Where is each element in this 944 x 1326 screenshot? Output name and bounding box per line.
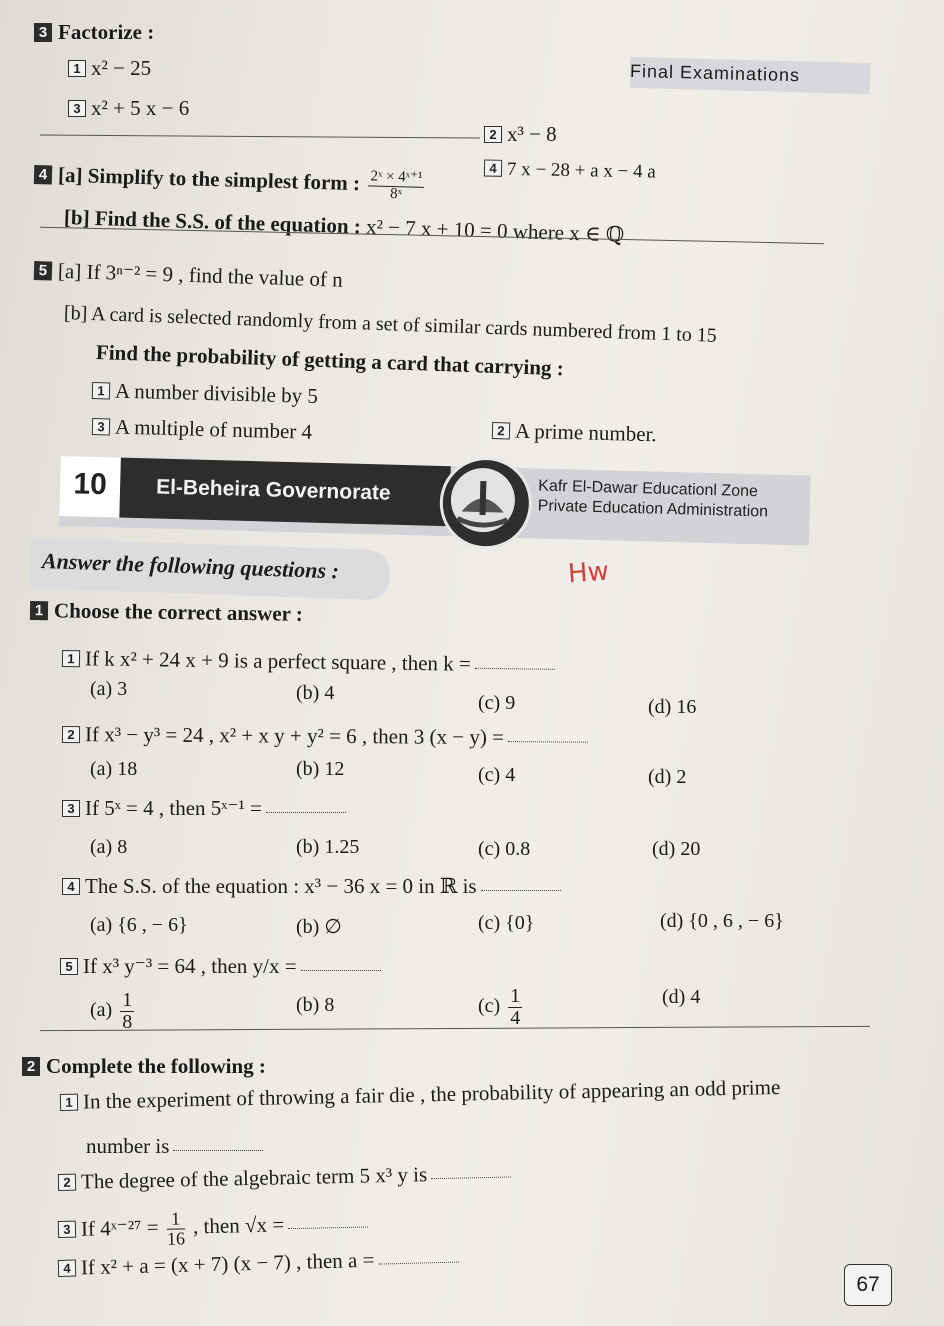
- mcq-5-option-a[interactable]: [90, 990, 137, 1033]
- section1-heading: [30, 598, 303, 627]
- answer-blank[interactable]: [173, 1150, 263, 1151]
- item-number: 4: [58, 1260, 76, 1277]
- answer-blank[interactable]: [431, 1177, 511, 1180]
- mcq-3-option-c[interactable]: (c) 0.8: [478, 838, 531, 860]
- factor-expr-4: 7 x − 28 + a x − 4 a: [506, 158, 656, 183]
- governorate-title: El-Beheira Governorate: [119, 458, 450, 527]
- q5-item-1: [92, 378, 319, 409]
- mcq-3-option-d[interactable]: (d) 20: [652, 838, 701, 860]
- exam-banner: [59, 456, 811, 546]
- mcq-5: [60, 954, 381, 979]
- fraction-denominator: 4: [510, 1007, 521, 1029]
- factor-expr-2: x³ − 8: [507, 122, 557, 146]
- zone-block: [537, 477, 768, 523]
- complete-1-line1: In the experiment of throwing a fair die , the probability of appearing an odd prime: [82, 1074, 781, 1114]
- section2-title: Complete the following :: [46, 1054, 266, 1078]
- factor-expr-1: x² − 25: [91, 56, 152, 80]
- complete-1: [60, 1075, 781, 1115]
- complete-4: [58, 1246, 459, 1281]
- complete-4-text: If x² + a = (x + 7) (x − 7) , then a =: [80, 1247, 375, 1280]
- factor-item-2: [484, 122, 557, 147]
- mcq-3-text: If 5ˣ = 4 , then 5ˣ⁻¹ =: [85, 796, 262, 820]
- item-number: 1: [68, 60, 86, 77]
- complete-2-text: The degree of the algebraic term 5 x³ y is: [80, 1162, 428, 1194]
- mcq-3-option-a[interactable]: (a) 8: [90, 836, 128, 858]
- mcq-1-option-b[interactable]: (b) 4: [296, 682, 335, 704]
- q5-part-a: [34, 258, 343, 293]
- handwritten-note: Hw: [567, 556, 610, 590]
- item-number: 2: [58, 1174, 76, 1191]
- mcq-3: [62, 796, 346, 821]
- section1-title: Choose the correct answer :: [53, 598, 303, 626]
- factor-item-3: [68, 96, 189, 121]
- instructions: Answer the following questions :: [41, 548, 340, 584]
- mcq-5-option-d[interactable]: (d) 4: [662, 986, 701, 1008]
- complete-3-fraction: [166, 1209, 185, 1248]
- fraction-numerator: 2ˣ × 4ˣ⁺¹: [368, 169, 424, 187]
- mcq-2-option-d[interactable]: (d) 2: [648, 766, 687, 788]
- answer-blank[interactable]: [481, 890, 561, 891]
- q5-item-3-text: A multiple of number 4: [114, 414, 313, 444]
- q4-fraction: [368, 169, 425, 203]
- fraction-denominator: 8: [122, 1011, 133, 1033]
- answer-blank[interactable]: [379, 1262, 459, 1265]
- fraction-numerator: 1: [166, 1209, 184, 1229]
- answer-blank[interactable]: [301, 970, 381, 971]
- divider: [40, 134, 480, 138]
- mcq-3-option-b[interactable]: (b) 1.25: [296, 836, 360, 858]
- fraction-denominator: 16: [166, 1228, 186, 1249]
- item-number: 3: [68, 100, 86, 117]
- fraction-numerator: 1: [510, 985, 521, 1007]
- item-number: 1: [60, 1094, 78, 1111]
- mcq-4-option-d[interactable]: (d) {0 , 6 , − 6}: [660, 910, 784, 932]
- item-number: 1: [92, 382, 110, 399]
- item-number: 2: [484, 126, 502, 143]
- mcq-5-option-b[interactable]: (b) 8: [296, 994, 335, 1016]
- option-label: (c): [478, 995, 501, 1018]
- item-number: 2: [492, 422, 510, 439]
- q5-item-2: [492, 418, 657, 447]
- item-number: 1: [62, 650, 80, 667]
- mcq-5-text: If x³ y⁻³ = 64 , then y/x =: [83, 954, 297, 978]
- q5-item-1-text: A number divisible by 5: [114, 378, 319, 408]
- divider: [40, 1026, 870, 1031]
- section2-heading: [22, 1054, 266, 1079]
- answer-blank[interactable]: [475, 668, 555, 670]
- item-number: 2: [62, 726, 80, 743]
- q4-part-a: [34, 160, 428, 203]
- mcq-2-option-b[interactable]: (b) 12: [296, 758, 345, 780]
- complete-3-post: , then √x =: [192, 1212, 285, 1239]
- factor-expr-3: x² + 5 x − 6: [91, 96, 190, 120]
- factor-item-4: [484, 159, 656, 184]
- option-fraction: [508, 986, 522, 1029]
- answer-blank[interactable]: [288, 1227, 368, 1230]
- complete-1-line2: number is: [86, 1134, 170, 1158]
- item-number: 4: [484, 160, 502, 177]
- item-number: 4: [62, 878, 80, 895]
- q3-heading: [34, 20, 154, 45]
- q4-a-text: [a] Simplify to the simplest form :: [57, 162, 361, 196]
- answer-blank[interactable]: [266, 812, 346, 813]
- mcq-2-text: If x³ − y³ = 24 , x² + x y + y² = 6 , then 3 (x − y) =: [84, 722, 505, 750]
- mcq-2-option-a[interactable]: (a) 18: [90, 758, 138, 780]
- q5-item-3: [92, 414, 313, 445]
- answer-blank[interactable]: [508, 741, 588, 743]
- final-examinations-label: Final Examinations: [630, 57, 871, 94]
- q3-title: Factorize :: [58, 20, 155, 44]
- section2-number: 2: [22, 1057, 40, 1076]
- mcq-1-option-d[interactable]: (d) 16: [648, 696, 697, 718]
- q4-number: 4: [34, 165, 53, 184]
- factor-item-1: [68, 56, 151, 81]
- q4-b-expr: x² − 7 x + 10 = 0 where x ∈ ℚ: [365, 214, 625, 247]
- complete-3-pre: If 4ˣ⁻²⁷ =: [80, 1215, 159, 1241]
- mcq-4-option-c[interactable]: (c) {0}: [478, 912, 535, 934]
- mcq-1-option-c[interactable]: (c) 9: [478, 692, 516, 714]
- q5-b-line1: [b] A card is selected randomly from a set of similar cards numbered from 1 to 15: [63, 302, 718, 347]
- mcq-1: [62, 646, 555, 678]
- mcq-4: [62, 874, 561, 899]
- item-number: 3: [58, 1221, 76, 1238]
- complete-2: [58, 1161, 512, 1195]
- q4-part-b: [64, 205, 625, 248]
- q4-b-text: [b] Find the S.S. of the equation :: [63, 205, 362, 239]
- item-number: 3: [62, 800, 80, 817]
- administration-name: Private Education Administration: [537, 497, 769, 521]
- zone-name: Kafr El-Dawar Educationl Zone: [538, 477, 759, 501]
- q3-number: 3: [34, 23, 52, 42]
- item-number: 3: [92, 418, 110, 435]
- q5-item-2-text: A prime number.: [514, 418, 658, 447]
- mcq-4-option-a[interactable]: (a) {6 , − 6}: [90, 914, 188, 936]
- mcq-4-text: The S.S. of the equation : x³ − 36 x = 0 in ℝ is: [85, 874, 477, 898]
- exam-number: 10: [59, 456, 121, 518]
- item-number: 5: [60, 958, 78, 975]
- mcq-2: [62, 722, 588, 751]
- option-fraction: [120, 990, 134, 1033]
- mcq-1-text: If k x² + 24 x + 9 is a perfect square , then k =: [84, 646, 472, 676]
- mcq-2-option-c[interactable]: (c) 4: [478, 764, 516, 786]
- option-label: (a): [90, 999, 113, 1022]
- fraction-denominator: 8ˣ: [389, 185, 403, 203]
- complete-3: [58, 1206, 369, 1251]
- fraction-numerator: 1: [122, 989, 133, 1011]
- q5-number: 5: [34, 261, 53, 281]
- q5-b-line2: Find the probability of getting a card that carrying :: [95, 340, 565, 381]
- mcq-1-option-a[interactable]: (a) 3: [90, 678, 128, 700]
- page-number: 67: [844, 1264, 892, 1306]
- mcq-5-option-c[interactable]: [478, 986, 525, 1029]
- complete-1-cont: [86, 1134, 263, 1159]
- mcq-4-option-b[interactable]: (b) ∅: [296, 916, 342, 938]
- section1-number: 1: [30, 601, 48, 620]
- q5-a-text: [a] If 3ⁿ⁻² = 9 , find the value of n: [57, 258, 344, 292]
- governorate-logo: [439, 456, 533, 550]
